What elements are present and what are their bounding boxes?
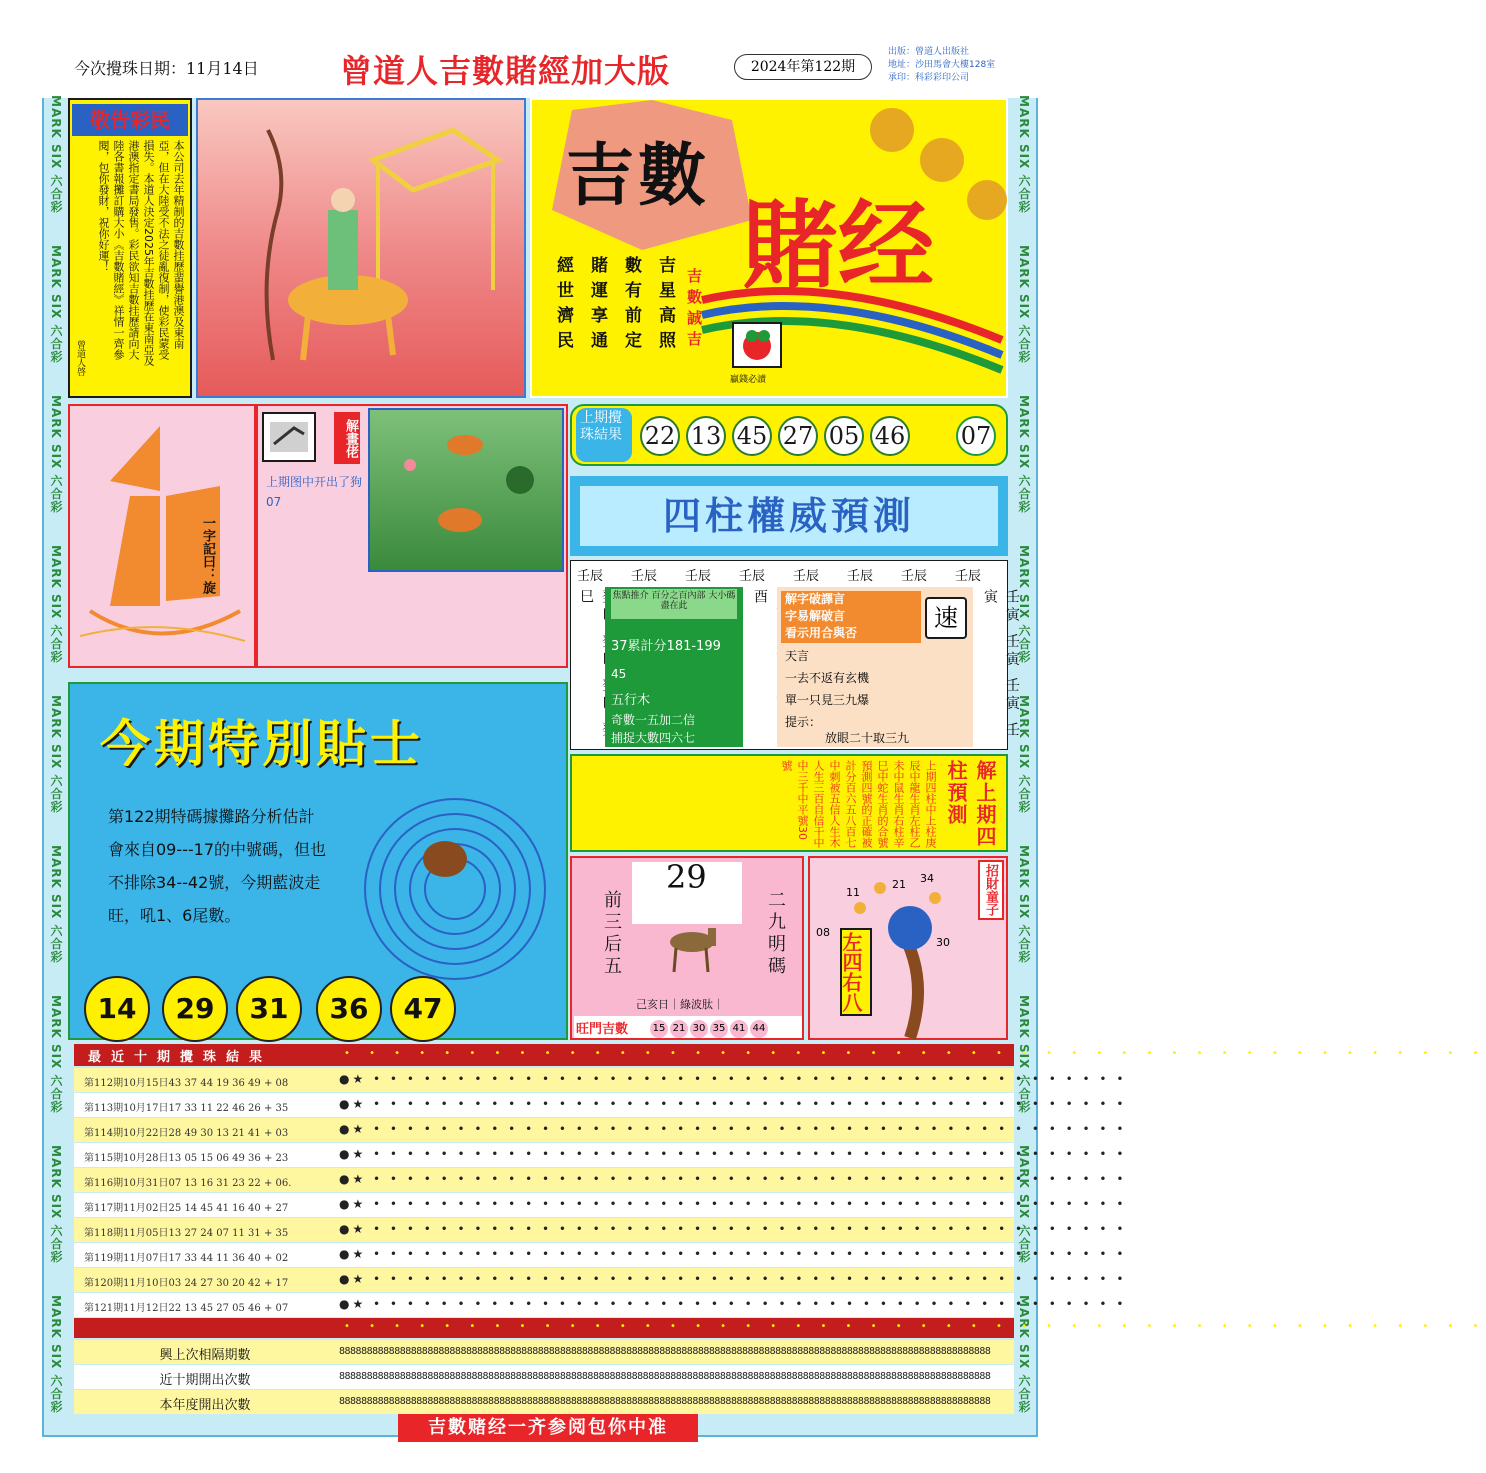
sail-title: 一字記曰：旋	[200, 516, 215, 594]
solve-last-panel	[570, 754, 1008, 852]
right-sidebar: MARK SIX 六合彩 MARK SIX 六合彩 MARK SIX 六合彩 MARK SIX 六合彩 MARK SIX 六合彩 MARK SIX 六合彩 MARK SIX 六合彩 MARK SIX 六合彩 MARK SIX 六合彩	[1017, 95, 1031, 1414]
last-draw-panel	[570, 404, 1008, 466]
last-draw-ball: 46	[870, 416, 910, 456]
wealth-number: 08	[816, 926, 830, 939]
slogan-col-1: 吉星高照	[655, 256, 675, 356]
brand-title-1: 吉數	[566, 136, 711, 216]
last-draw-ball: 22	[640, 416, 680, 456]
solve-title: 解畫佬	[334, 412, 360, 464]
pillar-top-row: 壬辰 壬辰 壬辰 壬辰 壬辰 壬辰 壬辰 壬辰	[577, 569, 982, 584]
wealth-number: 34	[920, 872, 934, 885]
draw-date: 今次攪珠日期：11月14日	[74, 59, 259, 78]
tip-number-ball: 36	[316, 976, 382, 1042]
last-draw-ball: 13	[686, 416, 726, 456]
last-draw-ball: 45	[732, 416, 772, 456]
stat-row: 近十期開出次數 8888888888888888888888888888888888888888888888888888888888888888888888888888888888888888888888888888888888888888888888	[74, 1365, 1014, 1389]
notice-body: 本公司去年精制的吉數挂歷蜚譽港澳及東南亞，但在大陸受不法之徒亂復制，使彩民蒙受損失。本道人決定2025年吉數挂歷在東南亞及港澳指定書局發售。彩民欲知吉數挂歷請向大陸各書報攤訂購大小《吉數賭經》祥情一齊參閱，包你發財，祝你好運！	[97, 140, 185, 366]
recent-title: 最近十期攪珠結果	[88, 1050, 273, 1065]
result-row: 第116期10月31日07 13 16 31 23 22 + 06. ●★ • • • • • • • • • • • • • • • • • • • • • • • • • • • • • • • • • • • • • • • • • • • • •	[74, 1168, 1014, 1192]
tip-number-ball: 14	[84, 976, 150, 1042]
last-draw-ball: 27	[778, 416, 818, 456]
header	[42, 42, 1038, 98]
horse-right-text: 二九明碼	[765, 890, 786, 978]
lucky-number: 44	[750, 1020, 768, 1038]
horse-note: 己亥日｜綠波肽｜	[636, 998, 724, 1011]
lucky-number: 21	[670, 1020, 688, 1038]
result-row: 第121期11月12日22 13 45 27 05 46 + 07 ●★ • • • • • • • • • • • • • • • • • • • • • • • • • • • • • • • • • • • • • • • • • • • • •	[74, 1293, 1014, 1317]
tip-number-ball: 31	[236, 976, 302, 1042]
notice-box	[68, 98, 192, 398]
horse-icon	[656, 918, 726, 974]
speed-badge: 速	[925, 597, 967, 639]
pillar-green-box: 焦點推介 百分之百內部 大小碼盡在此 37累計分181-199 45 五行木 奇數一五加二信 捕捉大數四六七	[605, 587, 743, 747]
rider-illustration	[198, 100, 528, 400]
wealth-panel	[808, 856, 1008, 1040]
tips-title: 今期特別貼士	[100, 715, 424, 773]
result-row: 第118期11月05日13 27 24 07 11 31 + 35 ●★ • • • • • • • • • • • • • • • • • • • • • • • • • • • • • • • • • • • • • • • • • • • • •	[74, 1218, 1014, 1242]
fox-picture	[368, 408, 564, 572]
brand-panel	[530, 98, 1008, 398]
stat-row: 本年度開出次數 8888888888888888888888888888888888888888888888888888888888888888888888888888888888888888888888888888888888888888888888	[74, 1390, 1014, 1414]
solve-text: 上期图中开出了狗07	[266, 475, 363, 509]
money-badge-icon	[732, 322, 782, 368]
tips-body: 第122期特碼據攤路分析估計會來自09---17的中號碼，但也不排除34--42號，今期藍波走旺，吼1、6尾數。	[108, 807, 327, 925]
wealth-phrase: 左四右八	[840, 928, 872, 1016]
solve-last-title: 解上期四柱預測	[944, 760, 997, 848]
wealth-number: 11	[846, 886, 860, 899]
tip-number-ball: 47	[390, 976, 456, 1042]
stats-header: • • • • • • • • • • • • • • • • • • • • • • • • • • • • • • • • • • • • • • • • • • • • • •	[74, 1318, 1014, 1338]
left-sidebar: MARK SIX 六合彩 MARK SIX 六合彩 MARK SIX 六合彩 MARK SIX 六合彩 MARK SIX 六合彩 MARK SIX 六合彩 MARK SIX 六合彩 MARK SIX 六合彩 MARK SIX 六合彩	[49, 95, 63, 1414]
rider-picture	[196, 98, 526, 398]
publisher-info: 出版：曾道人出版社 地址：沙田馬會大樓128室 承印：科彩彩印公司	[888, 47, 996, 83]
result-row: 第119期11月07日17 33 44 11 36 40 + 02 ●★ • • • • • • • • • • • • • • • • • • • • • • • • • • • • • • • • • • • • • • • • • • • • •	[74, 1243, 1014, 1267]
hand-icon	[262, 412, 316, 462]
four-pillars-title: 四柱權威預測	[580, 486, 998, 546]
special-tips-panel	[68, 682, 568, 1040]
last-draw-special-ball: 07	[956, 416, 996, 456]
wealth-number: 30	[936, 936, 950, 949]
lucky-number: 35	[710, 1020, 728, 1038]
last-draw-ball: 05	[824, 416, 864, 456]
result-row: 第112期10月15日43 37 44 19 36 49 + 08 ●★ • • • • • • • • • • • • • • • • • • • • • • • • • • • • • • • • • • • • • • • • • • • • •	[74, 1068, 1014, 1092]
notice-sign: 曾道人啓	[75, 340, 85, 376]
recent-header: 最近十期攪珠結果 • • • • • • • • • • • • • • • • • • • • • • • • • • • • • • • • • • • • • • • • • • • • • •	[74, 1044, 1014, 1066]
pillar-mid-col: 酉	[752, 589, 768, 607]
stat-row: 興上次相隔期數 8888888888888888888888888888888888888888888888888888888888888888888888888888888888888888888888888888888888888888888888	[74, 1340, 1014, 1364]
lucky-number: 15	[650, 1020, 668, 1038]
slogan-col-4: 經世濟民	[553, 256, 573, 356]
wealth-number: 21	[892, 878, 906, 891]
four-pillars-grid	[570, 560, 1020, 750]
page-title: 曾道人吉數賭經加大版	[340, 52, 671, 90]
solve-last-text: 上期四柱中上柱庚辰中龍生肖左柱乙未中鼠生肖右柱辛巳中蛇生肖的合號預測四號的正確被計分百六五八百七中刺被五信人生木人生三百自信干中中三千中平號30號	[780, 760, 937, 848]
brand-title-2: 賭经	[742, 189, 934, 302]
pillar-left-col: 巳	[578, 589, 594, 607]
result-row: 第113期10月17日17 33 11 22 46 26 + 35 ●★ • • • • • • • • • • • • • • • • • • • • • • • • • • • • • • • • • • • • • • • • • • • • •	[74, 1093, 1014, 1117]
notice-title: 敬告彩民	[72, 104, 188, 136]
pillar-orange-box: 解字破譯言 字易解破言 看示用合與否 速 天言 一去不返有玄機 單一只見三九爆 提示： 放眼二十取三九	[777, 587, 973, 747]
brand-badge-label: 贏錢必讀	[730, 375, 767, 385]
result-row: 第117期11月02日25 14 45 41 16 40 + 27 ●★ • • • • • • • • • • • • • • • • • • • • • • • • • • • • • • • • • • • • • • • • • • • • •	[74, 1193, 1014, 1217]
result-row: 第120期11月10日03 24 27 30 20 42 + 17 ●★ • • • • • • • • • • • • • • • • • • • • • • • • • • • • • • • • • • • • • • • • • • • • •	[74, 1268, 1014, 1292]
issue-number: 2024年第122期	[734, 54, 872, 80]
horse-panel	[570, 856, 804, 1040]
four-pillars-title-bg	[570, 476, 1008, 556]
lucky-number: 41	[730, 1020, 748, 1038]
result-row: 第115期10月28日13 05 15 06 49 36 + 23 ●★ • • • • • • • • • • • • • • • • • • • • • • • • • • • • • • • • • • • • • • • • • • • • •	[74, 1143, 1014, 1167]
wealth-title: 招財童子	[978, 860, 1004, 920]
horse-number: 29	[666, 858, 707, 896]
lucky-label: 旺門吉數	[576, 1022, 629, 1037]
last-draw-label: 上期攪珠結果	[576, 408, 632, 462]
tip-number-ball: 29	[162, 976, 228, 1042]
footer-banner: 吉數赌经一齐参阅包你中准	[398, 1414, 698, 1442]
pillar-right-col: 壬寅 壬寅 壬寅 壬寅	[982, 589, 1020, 741]
horse-left-text: 前三后五	[601, 890, 622, 978]
sail-boat-illustration	[70, 406, 254, 666]
result-row: 第114期10月22日28 49 30 13 21 41 + 03 ●★ • • • • • • • • • • • • • • • • • • • • • • • • • • • • • • • • • • • • • • • • • • • • •	[74, 1118, 1014, 1142]
slogan-col-3: 賭運享通	[587, 256, 607, 356]
solve-panel	[256, 404, 568, 668]
lucky-number: 30	[690, 1020, 708, 1038]
spiral-illustration	[360, 794, 550, 984]
brand-side-label: 吉數誠吉	[685, 268, 703, 352]
sail-panel	[68, 404, 256, 668]
slogan-col-2: 數有前定	[621, 256, 641, 356]
